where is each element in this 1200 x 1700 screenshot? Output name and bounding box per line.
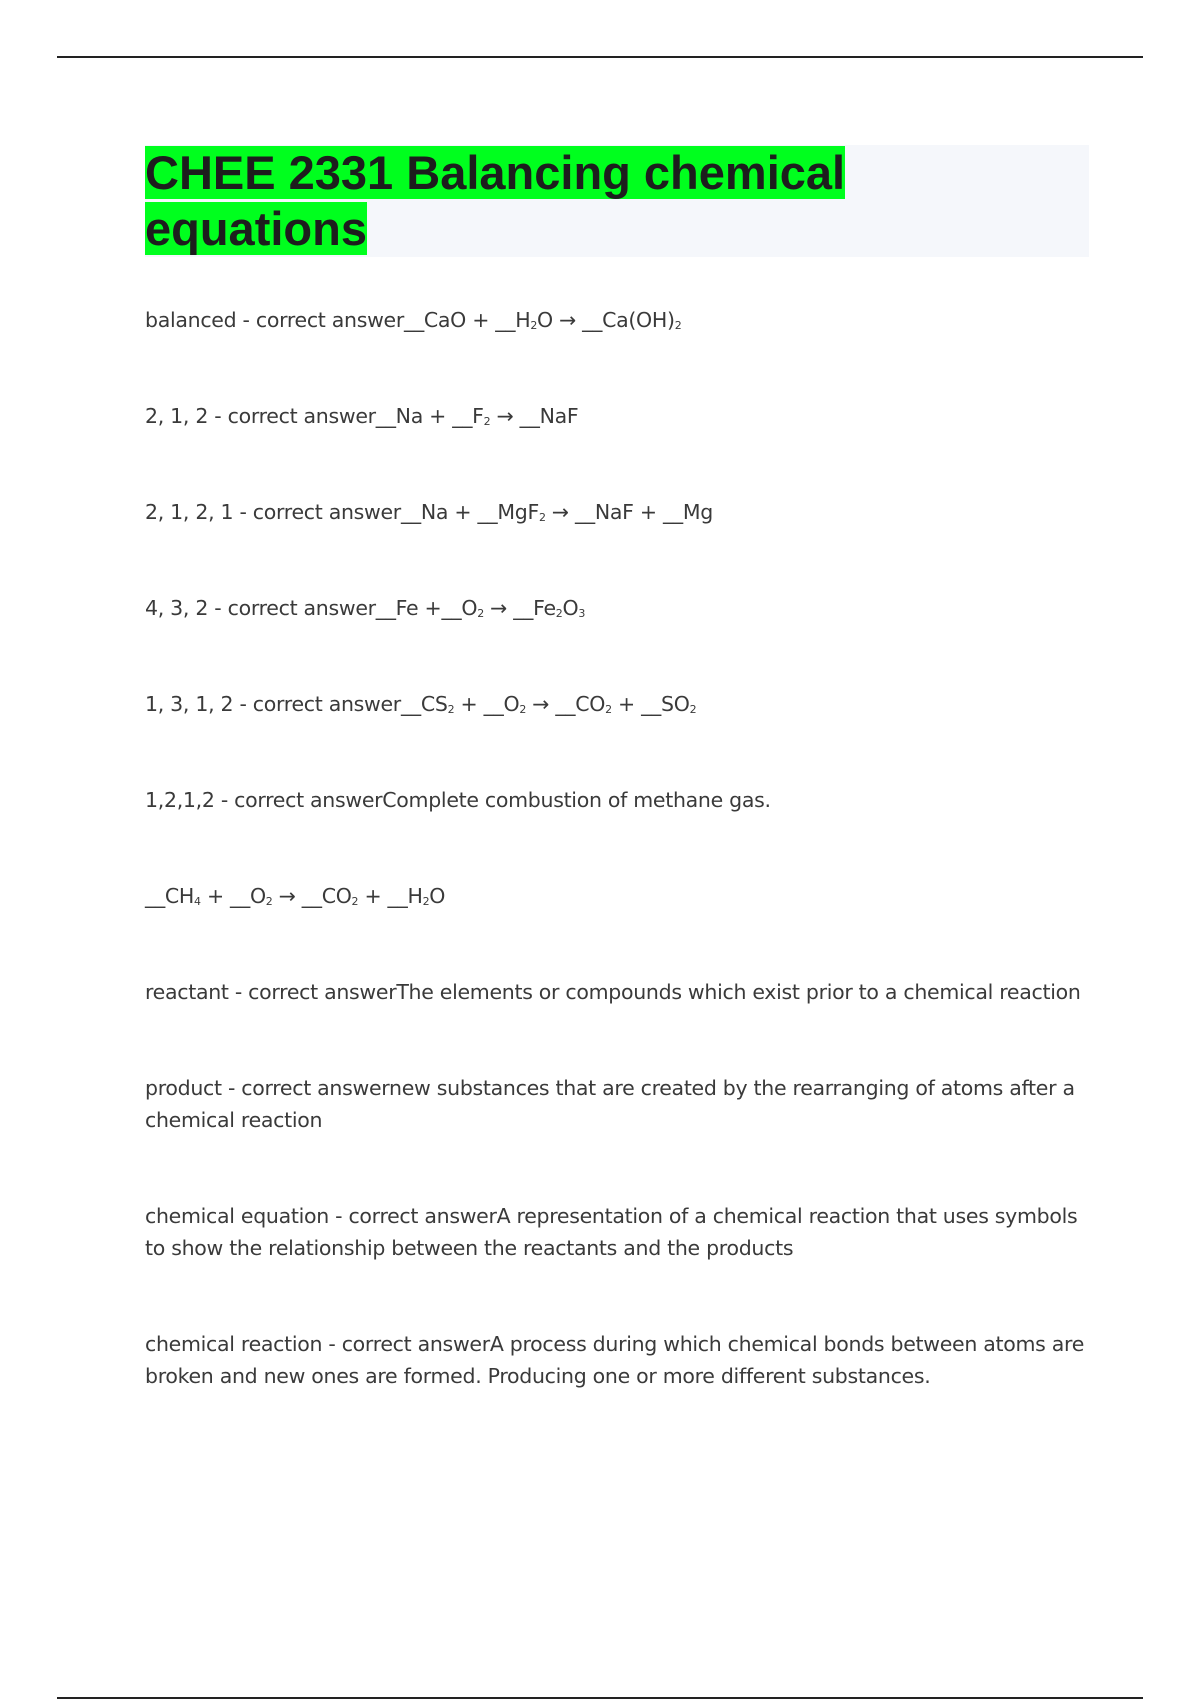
title-block [145,145,1089,257]
qa-entry: 2, 1, 2, 1 - correct answer__Na + __MgF$_2$ → __NaF + __Mg [145,500,713,524]
qa-entry: chemical equation - correct answerA representation of a chemical reaction that uses symbols to show the relationship between the reactants and the products [145,1204,1078,1260]
qa-entry: 4, 3, 2 - correct answer__Fe $+\_\_O_2$ → $\_\_Fe_2O_3$ [145,596,586,620]
qa-entry: $\_\_CH_4$ + $\_\_O_2$ → $\_\_CO_2$ + $\_\_H_2O$ [145,884,446,908]
qa-entry: balanced - correct answer__CaO + $\_\_H_2O$ → $\_\_Ca(OH)_2$ [145,308,682,332]
qa-entry: 1, 3, 1, 2 - correct $answer\_\_CS_2$ + $\_\_O_2$ → $\_\_CO_2$ + $\_\_SO_2$ [145,692,697,716]
qa-entry: 2, 1, 2 - correct answer__Na + $\_\_F_2$ → __NaF [145,404,579,428]
qa-entry: 1,2,1,2 - correct answerComplete combustion of methane gas. [145,788,771,812]
bottom-rule [57,1697,1143,1699]
qa-entry: chemical reaction - correct answerA process during which chemical bonds between atoms are broken and new ones are formed. Producing one or more different substances. [145,1332,1085,1388]
document-title [145,145,905,257]
top-rule [57,56,1143,58]
qa-entry: product - correct answernew substances that are created by the rearranging of atoms after a chemical reaction [145,1076,1075,1132]
qa-entry: reactant - correct answerThe elements or compounds which exist prior to a chemical reaction [145,980,1081,1004]
title-highlight: CHEE 2331 Balancing chemical equations [145,146,846,255]
